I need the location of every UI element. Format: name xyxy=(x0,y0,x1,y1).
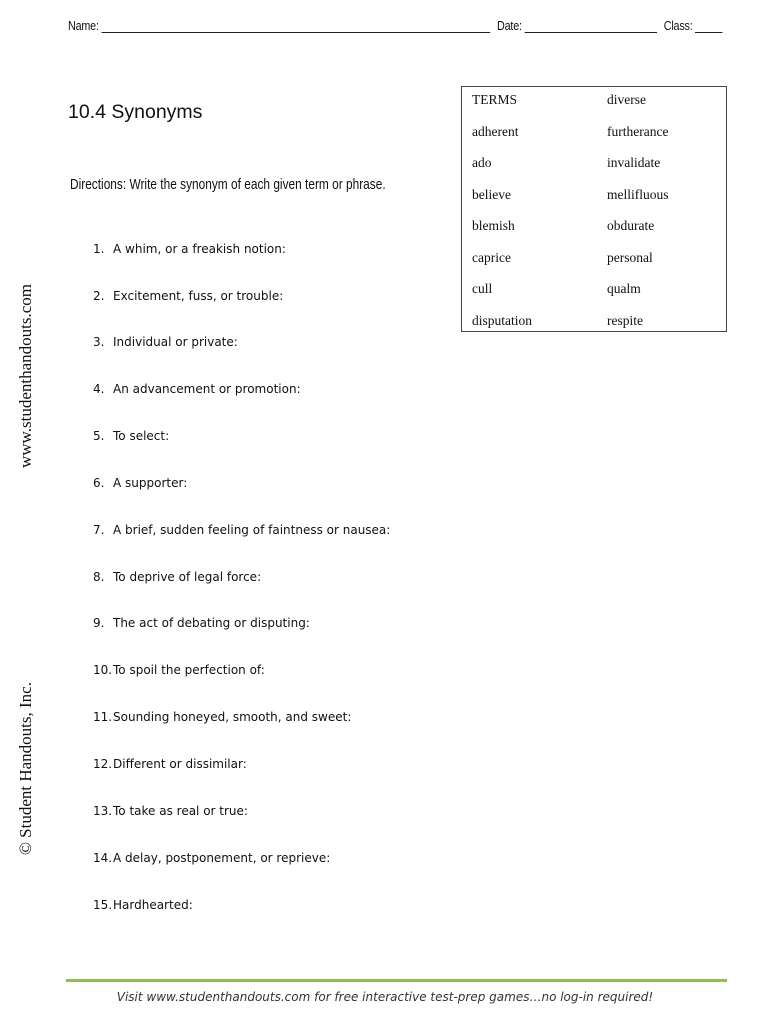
name-label: Name: xyxy=(68,19,99,33)
question-item: 8. To deprive of legal force: xyxy=(93,570,262,584)
term-item: disputation xyxy=(472,313,532,328)
term-item: mellifluous xyxy=(607,187,669,202)
class-label: Class: xyxy=(663,19,693,33)
question-item: 12.Different or dissimilar: xyxy=(93,757,247,771)
page-title: 10.4 Synonyms xyxy=(68,101,203,123)
question-item: 3. Individual or private: xyxy=(93,335,238,349)
side-website-text: www.studenthandouts.com xyxy=(16,284,35,468)
side-copyright-text: © Student Handouts, Inc. xyxy=(16,682,35,855)
date-label: Date: xyxy=(496,19,522,33)
terms-heading: TERMS xyxy=(472,92,518,107)
directions-text: Directions: Write the synonym of each given term or phrase. xyxy=(70,177,386,193)
question-item: 5. To select: xyxy=(93,429,170,443)
date-field[interactable] xyxy=(524,18,656,33)
question-item: 6. A supporter: xyxy=(93,476,188,490)
term-item: respite xyxy=(607,313,643,328)
term-item: adherent xyxy=(472,124,519,139)
name-field[interactable] xyxy=(101,18,490,33)
term-item: believe xyxy=(472,187,511,202)
term-item: caprice xyxy=(472,250,511,265)
question-item: 9. The act of debating or disputing: xyxy=(93,616,310,630)
question-item: 15.Hardhearted: xyxy=(93,898,193,912)
term-item: diverse xyxy=(607,92,646,107)
term-item: personal xyxy=(607,250,653,265)
question-item: 13.To take as real or true: xyxy=(93,804,248,818)
term-item: invalidate xyxy=(607,155,661,170)
worksheet-header xyxy=(68,18,693,40)
term-item: ado xyxy=(472,155,492,170)
question-item: 4. An advancement or promotion: xyxy=(93,382,301,396)
footer-text: Visit www.studenthandouts.com for free interactive test-prep games…no log-in required! xyxy=(116,990,654,1004)
term-item: obdurate xyxy=(607,218,655,233)
question-item: 10.To spoil the perfection of: xyxy=(93,663,265,677)
question-item: 14.A delay, postponement, or reprieve: xyxy=(93,851,331,865)
footer-divider xyxy=(66,979,727,982)
question-item: 1. A whim, or a freakish notion: xyxy=(93,242,286,256)
question-item: 2. Excitement, fuss, or trouble: xyxy=(93,289,284,303)
terms-box xyxy=(461,86,727,332)
term-item: qualm xyxy=(607,281,641,296)
term-item: furtherance xyxy=(607,124,669,139)
term-item: blemish xyxy=(472,218,515,233)
class-field[interactable] xyxy=(695,18,723,33)
term-item: cull xyxy=(472,281,493,296)
question-item: 11.Sounding honeyed, smooth, and sweet: xyxy=(93,710,352,724)
question-item: 7. A brief, sudden feeling of faintness or nausea: xyxy=(93,523,391,537)
